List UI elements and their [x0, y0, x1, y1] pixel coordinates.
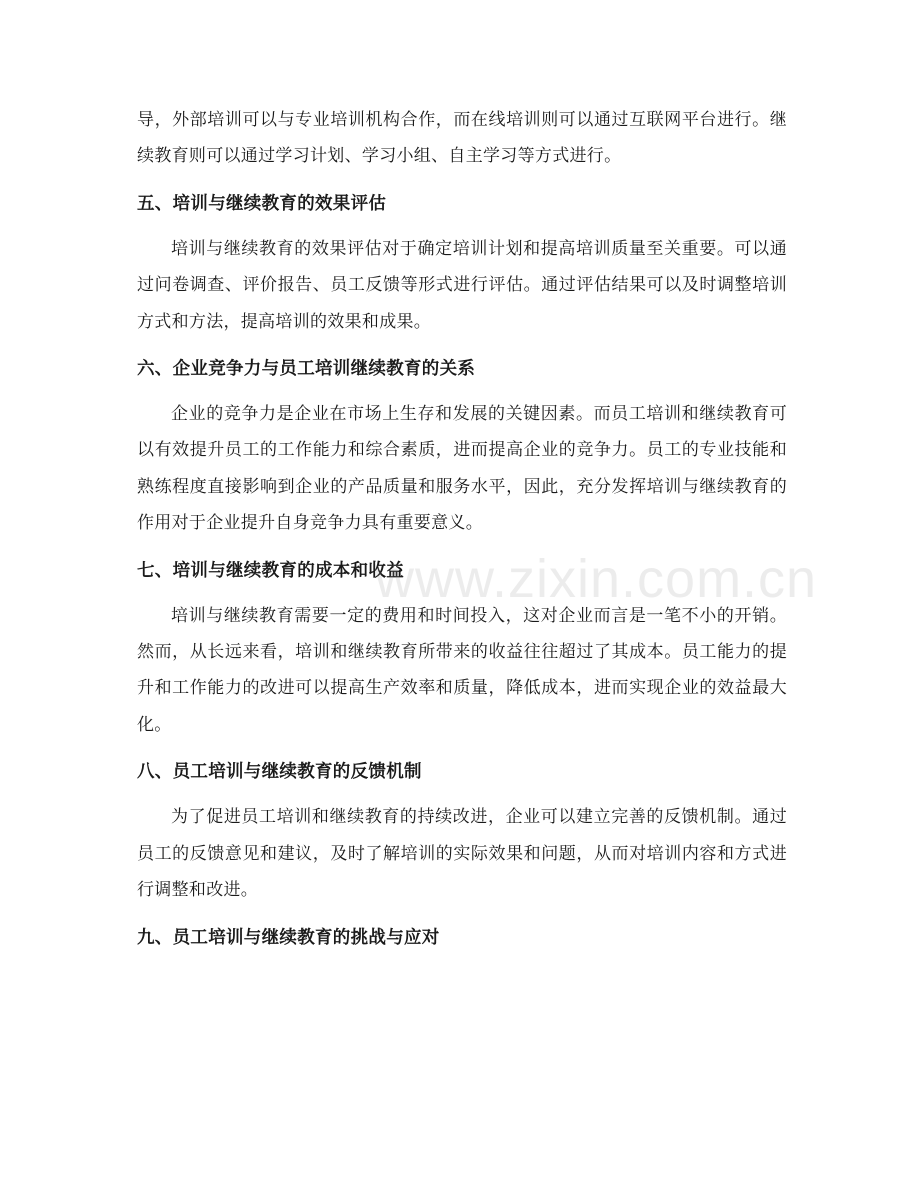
section-heading-7: 七、培训与继续教育的成本和收益 — [137, 560, 404, 581]
section-heading-9: 九、员工培训与继续教育的挑战与应对 — [137, 927, 440, 948]
section-body-6: 企业的竞争力是企业在市场上生存和发展的关键因素。而员工培训和继续教育可以有效提升员工的工作能力和综合素质，进而提高企业的竞争力。员工的专业技能和熟练程度直接影响到企业的产品质量和服务水平，因此，充分发挥培训与继续教育的作用对于企业提升自身竞争力具有重要意义。 — [137, 404, 787, 534]
watermark-text: www.zixin.com.cn — [375, 549, 818, 609]
section-heading-8: 八、员工培训与继续教育的反馈机制 — [137, 762, 422, 783]
section-body-7: 培训与继续教育需要一定的费用和时间投入，这对企业而言是一笔不小的开销。然而，从长远来看，培训和继续教育所带来的收益往往超过了其成本。员工能力的提升和工作能力的改进可以提高生产效率和质量，降低成本，进而实现企业的效益最大化。 — [137, 605, 787, 735]
intro-paragraph: 导，外部培训可以与专业培训机构合作，而在线培训则可以通过互联网平台进行。继续教育则可以通过学习计划、学习小组、自主学习等方式进行。 — [137, 110, 787, 167]
section-heading-5: 五、培训与继续教育的效果评估 — [137, 193, 387, 214]
section-heading-6: 六、企业竞争力与员工培训继续教育的关系 — [137, 359, 476, 380]
section-body-8: 为了促进员工培训和继续教育的持续改进，企业可以建立完善的反馈机制。通过员工的反馈意见和建议，及时了解培训的实际效果和问题，从而对培训内容和方式进行调整和改进。 — [137, 807, 787, 901]
document-body — [137, 102, 787, 956]
section-body-5: 培训与继续教育的效果评估对于确定培训计划和提高培训质量至关重要。可以通过问卷调查、评价报告、员工反馈等形式进行评估。通过评估结果可以及时调整培训方式和方法，提高培训的效果和成果。 — [137, 238, 787, 332]
